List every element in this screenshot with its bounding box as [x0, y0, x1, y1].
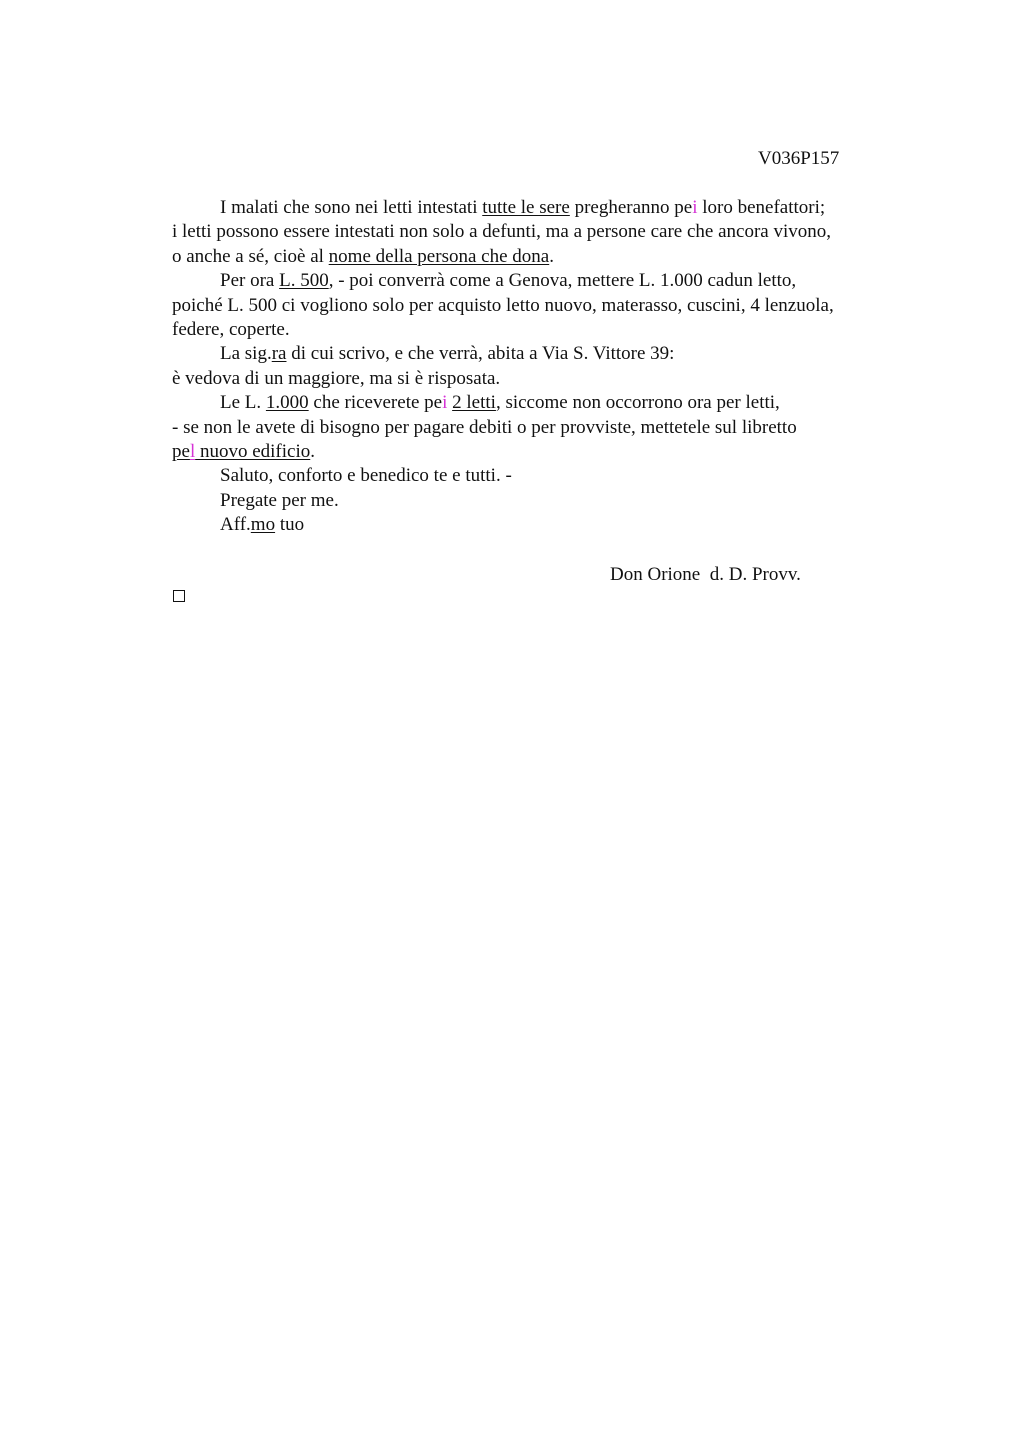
line-text: i	[692, 197, 698, 218]
line-text: Saluto, conforto e benedico te e tutti. -	[220, 465, 512, 487]
checkbox-square-icon	[173, 590, 185, 602]
underlined-text: nome della persona che dona	[328, 245, 550, 267]
letter-line	[172, 489, 902, 513]
underlined-text: tutte le sere	[482, 197, 570, 218]
underlined-text: pe	[172, 440, 190, 462]
letter-line	[172, 440, 902, 464]
line-text: loro benefattori;	[697, 197, 826, 218]
letter-line	[172, 269, 902, 293]
underlined-text: 1.000	[265, 392, 309, 414]
letter-line	[172, 342, 902, 366]
line-text: di cui scrivo, e che verrà, abita a Via S. Vittore 39:	[286, 343, 675, 365]
letter-line	[172, 196, 902, 220]
reference-code: V036P157	[758, 148, 840, 169]
letter-line	[172, 416, 902, 440]
line-text: - se non le avete di bisogno per pagare debiti o per provviste, mettetele sul libretto	[172, 416, 797, 438]
line-text: .	[310, 440, 315, 462]
letter-line	[172, 367, 902, 391]
line-text: i	[442, 392, 448, 414]
line-text: o anche a sé, cioè al	[172, 245, 329, 267]
line-text: Aff.	[220, 514, 251, 536]
letter-line	[172, 294, 902, 318]
signature: Don Orione d. D. Provv.	[610, 564, 801, 585]
line-text: , siccome non occorrono ora per letti,	[495, 392, 780, 414]
underlined-text: mo	[250, 514, 276, 536]
underlined-text: L. 500	[279, 270, 329, 292]
line-text: La sig.	[220, 343, 272, 365]
line-text: poiché L. 500 ci vogliono solo per acquisto letto nuovo, materasso, cuscini, 4 lenzuola,	[172, 294, 834, 316]
underlined-text: nuovo edificio	[195, 440, 311, 462]
line-text: tuo	[275, 514, 305, 536]
letter-line	[172, 220, 902, 244]
letter-line	[172, 464, 902, 488]
letter-body	[172, 196, 902, 537]
line-text: federe, coperte.	[172, 318, 290, 340]
underlined-text: 2 letti	[452, 392, 496, 414]
line-text: pregheranno pe	[569, 197, 693, 218]
underlined-text: ra	[271, 343, 287, 365]
letter-line	[172, 245, 902, 269]
line-text: è vedova di un maggiore, ma si è risposata.	[172, 367, 501, 389]
line-text: Per ora	[220, 270, 280, 292]
line-text: Pregate per me.	[220, 489, 339, 511]
line-text: , - poi converrà come a Genova, mettere L. 1.000 cadun letto,	[328, 270, 797, 292]
letter-line	[172, 318, 902, 342]
line-text: I malati che sono nei letti intestati	[220, 197, 483, 218]
underlined-text: l	[189, 440, 196, 462]
letter-line	[172, 391, 902, 415]
line-text: .	[549, 245, 554, 267]
line-text: Le L.	[220, 392, 266, 414]
letter-line	[172, 513, 902, 537]
line-text: che riceverete pe	[308, 392, 443, 414]
line-text: i letti possono essere intestati non solo a defunti, ma a persone care che ancora vivono,	[172, 221, 831, 243]
